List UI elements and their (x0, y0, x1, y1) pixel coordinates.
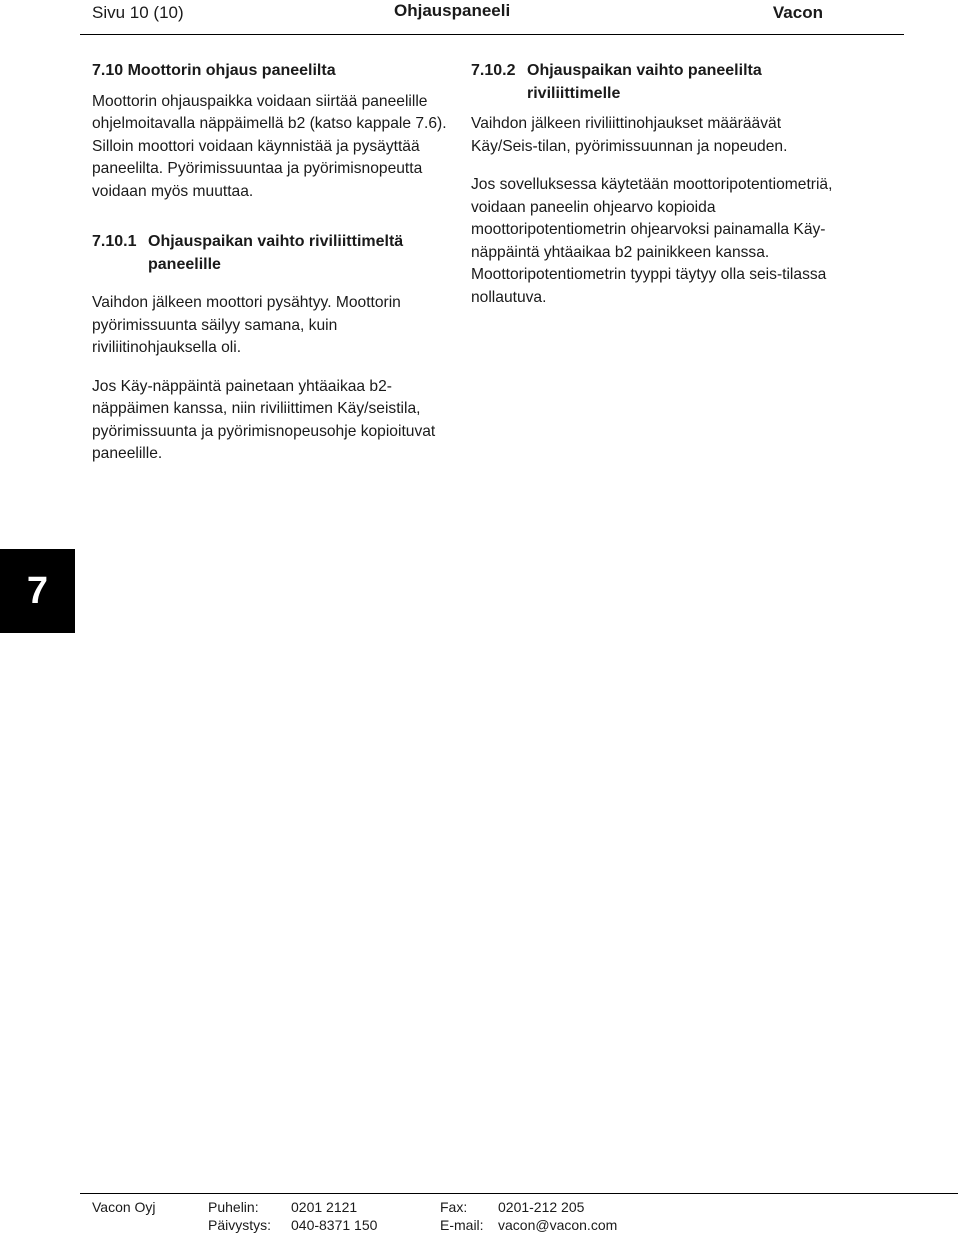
footer-divider (80, 1193, 958, 1194)
footer-duty: 040-8371 150 (291, 1217, 378, 1233)
intro-paragraph: Moottorin ohjauspaikka voidaan siirtää paneelille ohjelmoitavalla näppäimellä b2 (katso kappale 7.6). Silloin moottori voidaan käynnistää ja pysäyttää paneelilta. Pyörimissuuntaa ja pyörimisnopeutta voidaan myös muuttaa. (92, 92, 447, 200)
chapter-tab: 7 (0, 549, 75, 633)
footer-email[interactable]: vacon@vacon.com (498, 1217, 618, 1233)
brand-name: Vacon (772, 3, 823, 22)
page-title: Ohjauspaneeli (394, 1, 511, 20)
subsection-title-1: Ohjauspaikan vaihto riviliittimeltä paneelille (148, 233, 404, 273)
subsection-heading-1 (92, 231, 454, 276)
footer-duty-label: Päivystys: (208, 1217, 272, 1233)
left-column (92, 60, 454, 466)
section-heading: 7.10 Moottorin ohjaus paneelilta (92, 62, 336, 79)
footer-email-label: E-mail: (440, 1217, 484, 1233)
subsection-2-paragraph-2: Jos sovelluksessa käytetään moottoripotentiometriä, voidaan paneelin ohjearvo kopioida moottoripotentiometrin ohjearvoksi painamalla Käy-näppäintä yhtäaikaa b2 painikkeen kanssa. Moottoripotentiometrin tyyppi täytyy olla seis-tilassa nollautuva. (471, 176, 833, 306)
footer-company: Vacon Oyj (92, 1199, 156, 1215)
page-number: Sivu 10 (10) (92, 3, 184, 22)
footer-fax: 0201-212 205 (498, 1199, 585, 1215)
subsection-title-2: Ohjauspaikan vaihto paneelilta riviliittimelle (527, 62, 762, 102)
subsection-2-paragraph-1: Vaihdon jälkeen riviliittinohjaukset määräävät Käy/Seis-tilan, pyörimissuunnan ja nopeuden. (471, 115, 788, 155)
subsection-number-2: 7.10.2 (471, 62, 516, 79)
footer-fax-label: Fax: (440, 1199, 468, 1215)
footer-phone-label: Puhelin: (208, 1199, 259, 1215)
subsection-1-paragraph-2: Jos Käy-näppäintä painetaan yhtäaikaa b2-näppäimen kanssa, niin riviliittimen Käy/seistila, pyörimissuunta ja pyörimisnopeusohje kopioituvat paneelille. (92, 377, 436, 462)
subsection-heading-2 (471, 60, 833, 105)
footer-phone: 0201 2121 (291, 1199, 358, 1215)
right-column (471, 60, 833, 309)
header-divider (80, 34, 904, 35)
subsection-number-1: 7.10.1 (92, 233, 137, 250)
subsection-1-paragraph-1: Vaihdon jälkeen moottori pysähtyy. Moottorin pyörimissuunta säilyy samana, kuin riviliitinohjauksella oli. (92, 294, 401, 356)
